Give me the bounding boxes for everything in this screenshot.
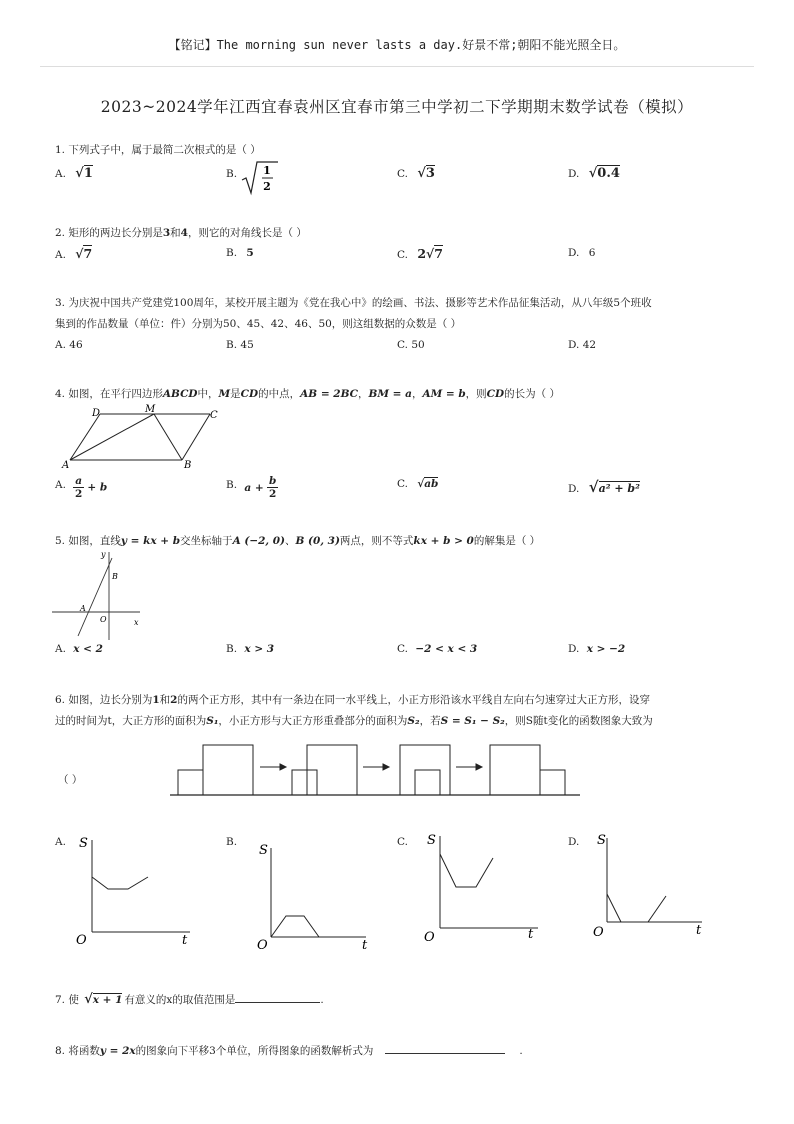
q7-answer-blank[interactable] — [235, 992, 320, 1003]
svg-text:t: t — [182, 933, 188, 947]
svg-text:O: O — [257, 938, 268, 953]
q5-option-a: A. x < 2 — [55, 643, 103, 655]
q4-label-a: A — [62, 460, 70, 471]
svg-text:S: S — [597, 833, 606, 848]
q4-option-d: D. √a² + b² — [568, 478, 640, 496]
q5-option-d: D. x > −2 — [568, 643, 626, 655]
q1-option-b: B. 1 2 — [226, 160, 280, 196]
q6-option-c-label: C. — [397, 836, 408, 848]
q6-squares-figure — [170, 740, 590, 800]
q3-line1: 3. 为庆祝中国共产党建党100周年，某校开展主题为《党在我心中》的绘画、书法、摄影等艺术作品征集活动，从八年级5个班收 — [55, 297, 652, 309]
q5-option-b: B. x > 3 — [226, 643, 275, 655]
svg-text:2: 2 — [263, 180, 272, 193]
q6-line2: 过的时间为t，大正方形的面积为S₁，小正方形与大正方形重叠部分的面积为S₂，若S = S₁ − S₂，则S随t变化的函数图象大致为 — [55, 715, 653, 727]
svg-text:t: t — [362, 938, 368, 953]
q4-stem: 4. 如图，在平行四边形ABCD中，M是CD的中点，AB = 2BC，BM = a，AM = b，则CD的长为（ ） — [55, 388, 560, 400]
svg-text:A: A — [80, 604, 86, 613]
q4-option-a: A. $\frac{a}{2}$ + b — [55, 475, 108, 500]
exam-title: 2023~2024学年江西宜春袁州区宜春市第三中学初二下学期期末数学试卷（模拟） — [100, 98, 694, 116]
q1-option-c: C. √3 — [397, 166, 435, 181]
q6-line1: 6. 如图，边长分别为1和2的两个正方形，其中有一条边在同一水平线上，小正方形沿该水平线自左向右匀速穿过大正方形，设穿 — [55, 694, 650, 706]
q6-option-b-label: B. — [226, 836, 238, 848]
q6-option-d-label: D. — [568, 836, 580, 848]
svg-text:B: B — [112, 572, 118, 581]
q6-option-d-graph — [590, 826, 715, 941]
motto: 【铭记】The morning sun never lasts a day.好景不常;朝阳不能光照全日。 — [168, 38, 626, 52]
q3-option-d: D. 42 — [568, 339, 597, 351]
q3-option-c: C. 50 — [397, 339, 425, 351]
q2-option-c: C. 2√7 — [397, 246, 443, 261]
q4-label-d: D — [92, 408, 101, 419]
q2-option-b: B. 5 — [226, 247, 254, 259]
svg-text:O: O — [76, 933, 87, 947]
q4-option-b: B. a + $\frac{b}{2}$ — [226, 475, 277, 500]
q3-option-a: A. 46 — [55, 339, 83, 351]
svg-text:1: 1 — [263, 164, 272, 177]
q6-option-a-graph — [72, 832, 197, 947]
q6-option-c-graph — [420, 830, 545, 945]
q6-option-a-label: A. — [55, 836, 66, 848]
svg-text:S: S — [427, 833, 436, 848]
q4-label-c: C — [210, 410, 218, 421]
q4-parallelogram-figure — [58, 402, 228, 472]
q5-stem: 5. 如图，直线y = kx + b交坐标轴于A (−2, 0)、B (0, 3)两点，则不等式kx + b > 0的解集是（ ） — [55, 535, 541, 547]
q3-line2: 集到的作品数量（单位：件）分别为50、45、42、46、50，则这组数据的众数是（ ） — [55, 318, 462, 330]
svg-text:x: x — [134, 618, 139, 627]
header-divider — [40, 66, 754, 67]
q1-stem: 1. 下列式子中，属于最简二次根式的是（ ） — [55, 144, 261, 156]
svg-text:O: O — [593, 925, 604, 940]
svg-text:O: O — [100, 615, 107, 624]
q4-option-c: C. √ab — [397, 478, 439, 490]
q8-answer-blank[interactable] — [385, 1043, 505, 1054]
q6-option-b-graph — [254, 838, 379, 953]
q8-stem: 8. 将函数y = 2x的图象向下平移3个单位，所得图象的函数解析式为 . — [55, 1045, 523, 1057]
q6-arrow-icons — [260, 764, 482, 770]
q2-stem: 2. 矩形的两边长分别是3和4，则它的对角线长是（ ） — [55, 227, 307, 239]
q1-option-a: A. √1 — [55, 166, 93, 181]
svg-text:t: t — [528, 927, 534, 942]
svg-text:S: S — [79, 836, 88, 851]
svg-text:y: y — [101, 550, 106, 559]
q2-option-d: D. 6 — [568, 247, 596, 259]
svg-text:t: t — [696, 923, 702, 938]
q3-option-b: B. 45 — [226, 339, 254, 351]
q5-option-c: C. −2 < x < 3 — [397, 643, 478, 655]
q7-stem: 7. 使 √x + 1 有意义的x的取值范围是 . — [55, 992, 324, 1007]
q4-label-b: B — [184, 460, 192, 471]
svg-text:O: O — [424, 930, 435, 945]
q4-label-m: M — [145, 404, 156, 415]
q1-option-d: D. √0.4 — [568, 166, 620, 181]
svg-text:S: S — [259, 843, 268, 858]
q2-option-a: A. √7 — [55, 246, 93, 261]
q1-b-radical — [240, 160, 280, 196]
q5-line-graph — [50, 548, 150, 643]
q6-answer-paren: （ ） — [58, 774, 83, 786]
